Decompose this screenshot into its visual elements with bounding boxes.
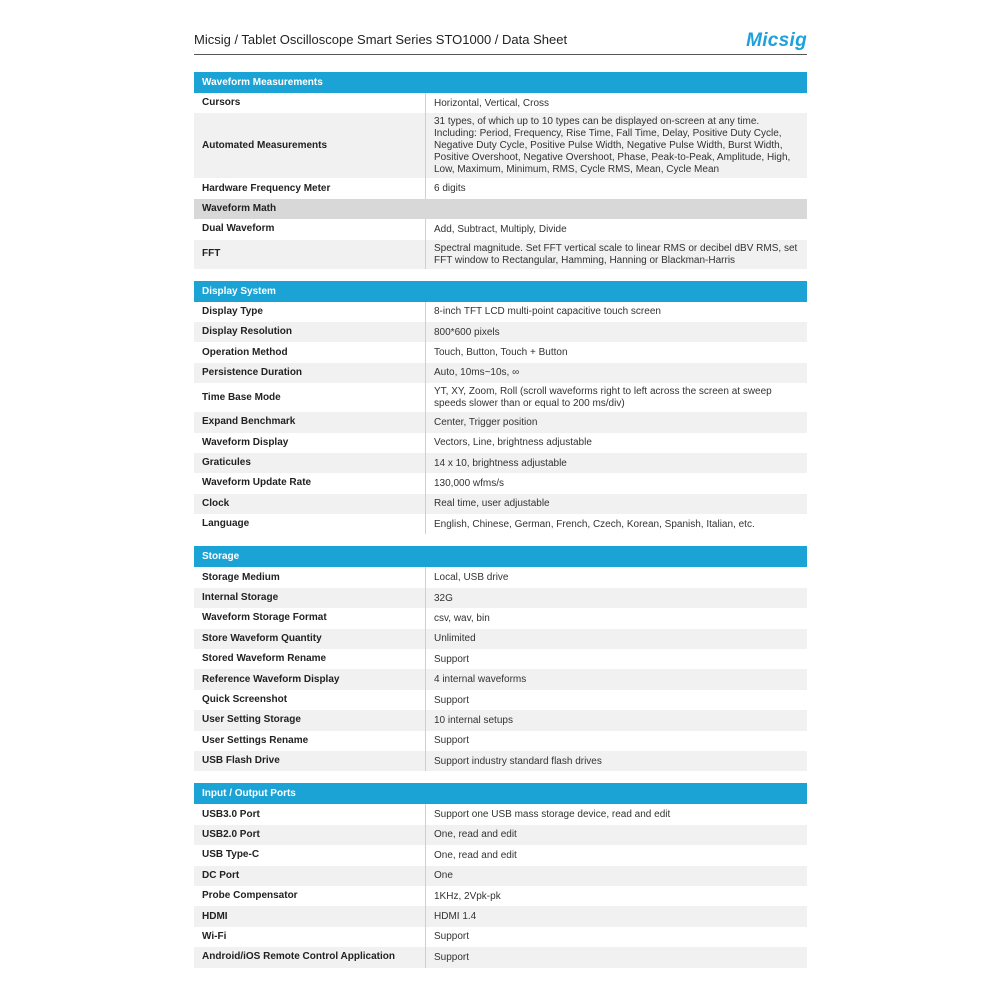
spec-value: 8-inch TFT LCD multi-point capacitive touch screen — [434, 306, 661, 318]
spec-value: Support — [434, 951, 470, 963]
spec-section — [194, 72, 807, 269]
table-row — [194, 588, 807, 608]
table-row — [194, 825, 807, 845]
spec-label: USB Type-C — [194, 845, 426, 865]
spec-label: Reference Waveform Display — [194, 669, 426, 689]
spec-label: Wi-Fi — [194, 927, 426, 947]
spec-value: Local, USB drive — [434, 572, 509, 584]
spec-label: Waveform Storage Format — [194, 608, 426, 628]
spec-label: Language — [194, 514, 426, 534]
table-row — [194, 322, 807, 342]
spec-value — [426, 199, 807, 219]
page-header — [194, 28, 807, 55]
spec-label: Graticules — [194, 453, 426, 473]
table-row — [194, 219, 807, 239]
spec-value: csv, wav, bin — [434, 612, 490, 624]
table-row — [194, 113, 807, 178]
spec-value: Auto, 10ms~10s, ∞ — [434, 367, 520, 379]
spec-value: 800*600 pixels — [434, 326, 500, 338]
spec-label: FFT — [194, 240, 426, 269]
table-row — [194, 433, 807, 453]
spec-label: Hardware Frequency Meter — [194, 178, 426, 198]
spec-value: Touch, Button, Touch + Button — [434, 347, 568, 359]
spec-label: Quick Screenshot — [194, 690, 426, 710]
spec-value: Support industry standard flash drives — [434, 755, 602, 767]
table-row — [194, 383, 807, 412]
spec-label: Probe Compensator — [194, 886, 426, 906]
spec-value: 6 digits — [434, 183, 466, 195]
spec-value: 32G — [434, 592, 453, 604]
spec-value: One — [434, 870, 453, 882]
table-row — [194, 845, 807, 865]
spec-value: Support — [434, 735, 470, 747]
table-row — [194, 947, 807, 967]
table-row — [194, 363, 807, 383]
table-row — [194, 240, 807, 269]
spec-value: Support — [434, 694, 470, 706]
spec-value: One, read and edit — [434, 829, 517, 841]
spec-table — [194, 93, 807, 269]
section-header: Storage — [194, 546, 807, 567]
spec-value: Spectral magnitude. Set FFT vertical scale to linear RMS or decibel dBV RMS, set FFT window to Rectangular, Hamming, Hanning or Blackman-Harris — [434, 242, 798, 266]
spec-label: Dual Waveform — [194, 219, 426, 239]
subsection-header — [194, 199, 807, 219]
spec-value: Horizontal, Vertical, Cross — [434, 97, 550, 109]
spec-label: Store Waveform Quantity — [194, 629, 426, 649]
spec-label: USB Flash Drive — [194, 751, 426, 771]
spec-value: Center, Trigger position — [434, 416, 538, 428]
spec-value: Real time, user adjustable — [434, 498, 550, 510]
spec-value: 130,000 wfms/s — [434, 477, 505, 489]
table-row — [194, 453, 807, 473]
table-row — [194, 93, 807, 113]
spec-section — [194, 281, 807, 535]
spec-value: English, Chinese, German, French, Czech, Korean, Spanish, Italian, etc. — [434, 518, 755, 530]
table-row — [194, 927, 807, 947]
section-header: Input / Output Ports — [194, 783, 807, 804]
spec-label: USB2.0 Port — [194, 825, 426, 845]
table-row — [194, 669, 807, 689]
spec-value: 1KHz, 2Vpk-pk — [434, 890, 501, 902]
section-header: Display System — [194, 281, 807, 302]
spec-value: 14 x 10, brightness adjustable — [434, 457, 567, 469]
page-title: Micsig / Tablet Oscilloscope Smart Series STO1000 / Data Sheet — [194, 32, 568, 47]
table-row — [194, 178, 807, 198]
table-row — [194, 473, 807, 493]
table-row — [194, 514, 807, 534]
table-row — [194, 866, 807, 886]
table-row — [194, 649, 807, 669]
spec-value: HDMI 1.4 — [434, 911, 477, 923]
table-row — [194, 690, 807, 710]
spec-section — [194, 546, 807, 771]
spec-value: One, read and edit — [434, 849, 517, 861]
spec-label: HDMI — [194, 906, 426, 926]
spec-label: Clock — [194, 494, 426, 514]
spec-label: User Settings Rename — [194, 731, 426, 751]
table-row — [194, 412, 807, 432]
spec-sections — [194, 72, 807, 980]
spec-value: Add, Subtract, Multiply, Divide — [434, 223, 567, 235]
spec-label: Waveform Math — [202, 202, 277, 214]
table-row — [194, 886, 807, 906]
spec-value: Unlimited — [434, 633, 476, 645]
table-row — [194, 629, 807, 649]
table-row — [194, 567, 807, 587]
spec-label: Automated Measurements — [194, 113, 426, 178]
spec-value: YT, XY, Zoom, Roll (scroll waveforms right to left across the screen at sweep speeds slower than or equal to 200 ms/div) — [434, 386, 772, 410]
spec-table — [194, 302, 807, 535]
spec-label: Display Resolution — [194, 322, 426, 342]
table-row — [194, 302, 807, 322]
spec-value: 4 internal waveforms — [434, 674, 527, 686]
table-row — [194, 710, 807, 730]
table-row — [194, 494, 807, 514]
spec-label: User Setting Storage — [194, 710, 426, 730]
section-header: Waveform Measurements — [194, 72, 807, 93]
spec-value: Vectors, Line, brightness adjustable — [434, 437, 592, 449]
spec-label: Waveform Update Rate — [194, 473, 426, 493]
spec-value: Support — [434, 653, 470, 665]
table-row — [194, 731, 807, 751]
spec-label: Storage Medium — [194, 567, 426, 587]
spec-label: Operation Method — [194, 342, 426, 362]
spec-value: 10 internal setups — [434, 714, 513, 726]
spec-section — [194, 783, 807, 967]
spec-label: DC Port — [194, 866, 426, 886]
spec-value: 31 types, of which up to 10 types can be displayed on-screen at any time. Including: Period, Frequency, Rise Time, Fall Time, Delay, Positive Duty Cycle, Negative Duty Cycle, Positive Pulse Width, Negative Pulse Width, Burst Width, Positive Overshoot, Negative Overshoot, Phase, Peak-to-Peak, Amplitude, High, Low, Maximum, Minimum, RMS, Cycle RMS, Mean, Cycle Mean — [434, 116, 791, 176]
spec-label: Time Base Mode — [194, 383, 426, 412]
spec-table — [194, 567, 807, 771]
spec-table — [194, 804, 807, 967]
spec-label: Android/iOS Remote Control Application — [194, 947, 426, 967]
brand-logo: Micsig — [746, 30, 807, 51]
spec-label: Stored Waveform Rename — [194, 649, 426, 669]
spec-label: Expand Benchmark — [194, 412, 426, 432]
spec-label: Persistence Duration — [194, 363, 426, 383]
spec-label: Cursors — [194, 93, 426, 113]
spec-label: Waveform Display — [194, 433, 426, 453]
spec-value: Support — [434, 931, 470, 943]
table-row — [194, 804, 807, 824]
spec-value: Support one USB mass storage device, read and edit — [434, 809, 671, 821]
spec-label: Internal Storage — [194, 588, 426, 608]
spec-label: Display Type — [194, 302, 426, 322]
table-row — [194, 751, 807, 771]
spec-label: USB3.0 Port — [194, 804, 426, 824]
table-row — [194, 906, 807, 926]
table-row — [194, 342, 807, 362]
table-row — [194, 608, 807, 628]
